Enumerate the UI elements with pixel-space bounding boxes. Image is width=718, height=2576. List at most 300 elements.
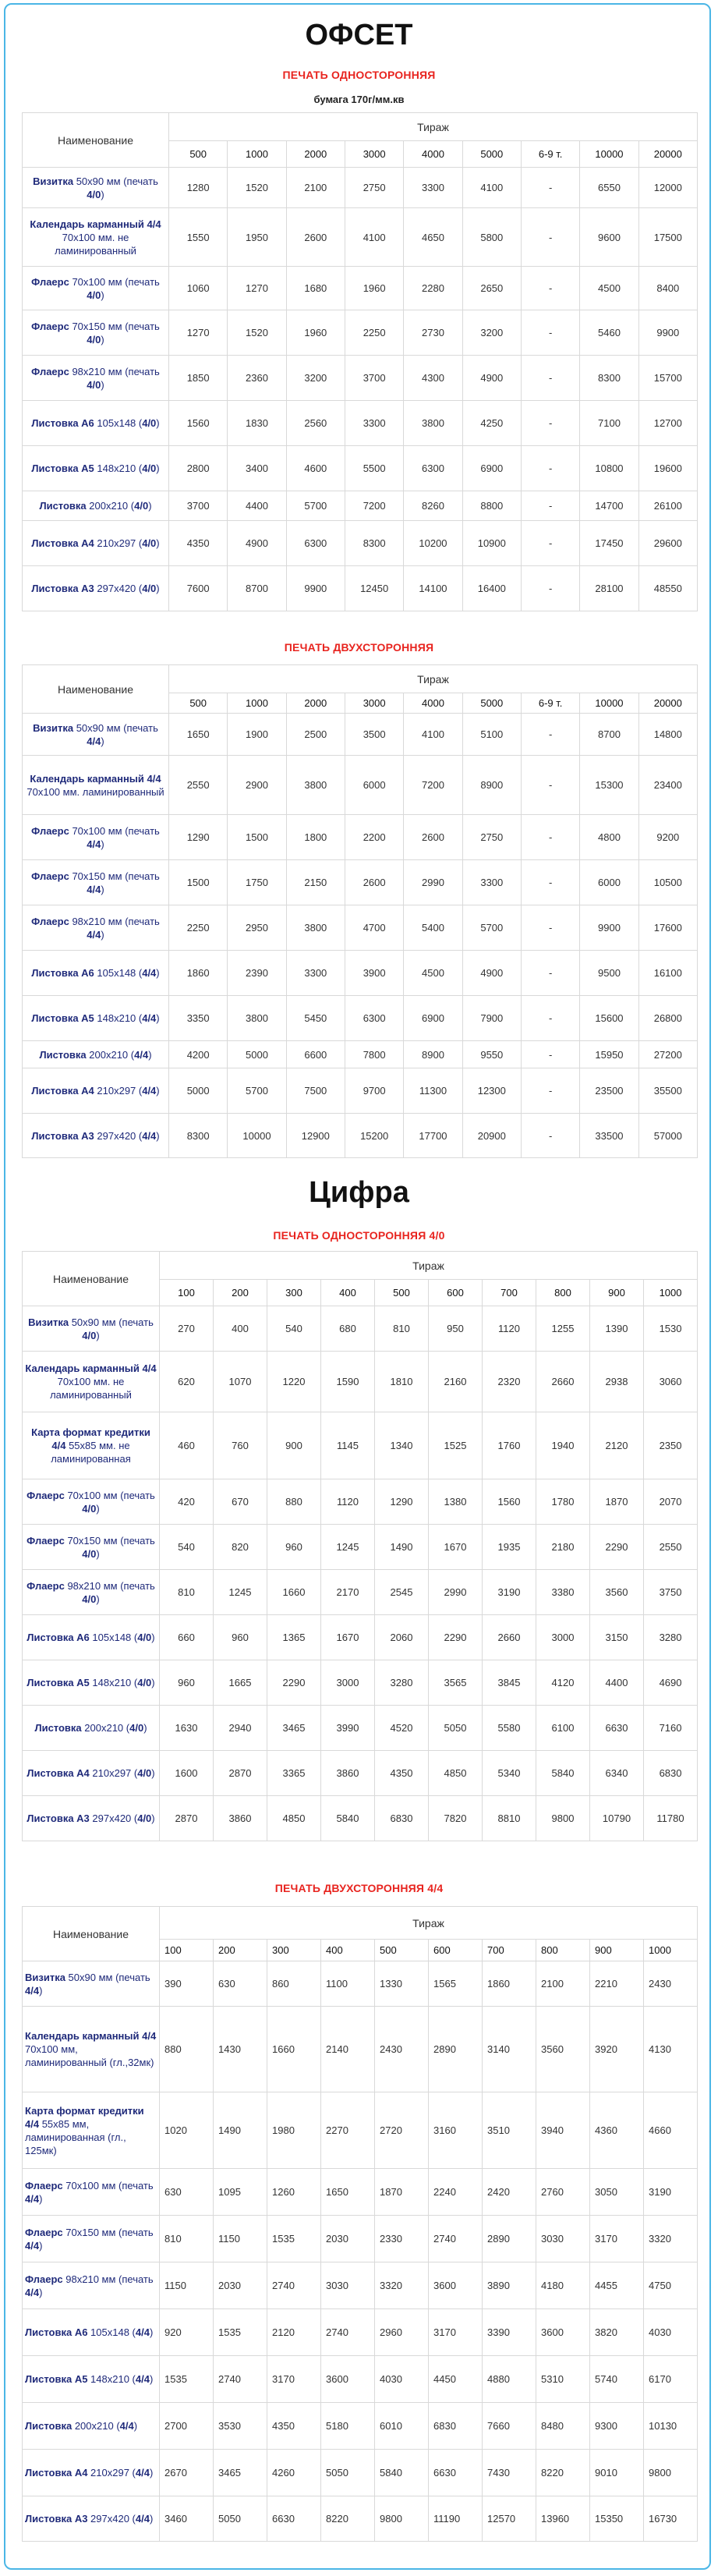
price-cell: 630: [160, 2169, 214, 2216]
price-cell: 10500: [638, 860, 697, 905]
price-cell: 10900: [462, 521, 521, 566]
table-row: [23, 1352, 698, 1412]
product-name: [23, 2496, 160, 2542]
bracket: ): [101, 333, 104, 345]
product-title: Листовка А3: [31, 583, 94, 594]
bracket: ): [101, 735, 104, 747]
price-cell: 2180: [536, 1525, 590, 1570]
price-cell: 23400: [638, 756, 697, 815]
price-cell: 4900: [228, 521, 286, 566]
price-cell: 3465: [267, 1706, 321, 1751]
table-row: [23, 356, 698, 401]
product-title: Флаерс: [31, 915, 69, 927]
price-cell: 3300: [286, 951, 345, 996]
product-name: [23, 1615, 160, 1660]
price-cell: 3000: [536, 1615, 590, 1660]
quantity-header: 3000: [345, 693, 403, 714]
product-title: Листовка: [34, 1722, 82, 1734]
price-cell: 1330: [375, 1961, 429, 2007]
price-cell: -: [521, 756, 579, 815]
price-cell: 3190: [483, 1570, 536, 1615]
table-row: [23, 2496, 698, 2542]
price-cell: 1960: [345, 267, 403, 310]
price-cell: 4660: [644, 2092, 698, 2169]
price-cell: 10000: [228, 1114, 286, 1158]
price-cell: 7200: [345, 491, 403, 521]
product-title: Визитка: [25, 1971, 65, 1983]
price-cell: 12300: [462, 1068, 521, 1114]
price-cell: 950: [429, 1306, 483, 1352]
price-cell: 1860: [169, 951, 228, 996]
price-cell: 5050: [429, 1706, 483, 1751]
price-cell: 8400: [638, 267, 697, 310]
quantity-header: 300: [267, 1940, 321, 1961]
price-cell: 7900: [462, 996, 521, 1041]
product-title: Листовка А6: [25, 2326, 88, 2338]
price-cell: 19600: [638, 446, 697, 491]
price-cell: 26100: [638, 491, 697, 521]
price-cell: 2290: [590, 1525, 644, 1570]
bracket: ): [156, 583, 160, 594]
product-name: [23, 446, 169, 491]
price-cell: 3845: [483, 1660, 536, 1706]
print-code: 4/4: [87, 838, 101, 850]
price-cell: 2760: [536, 2169, 590, 2216]
price-cell: 2940: [214, 1706, 267, 1751]
price-cell: 1660: [267, 2007, 321, 2092]
product-title: Флаерс: [27, 1534, 65, 1547]
price-cell: 4250: [462, 401, 521, 446]
price-cell: 2150: [286, 860, 345, 905]
table-row: [23, 1751, 698, 1796]
price-cell: 4700: [345, 905, 403, 951]
price-cell: 3800: [228, 996, 286, 1041]
bracket: ): [151, 1767, 155, 1779]
price-cell: 1280: [169, 168, 228, 208]
print-code: 4/4: [25, 1984, 40, 1997]
price-cell: 9010: [590, 2450, 644, 2496]
bracket: ): [101, 883, 104, 895]
product-spec: 297х420 (: [87, 2513, 136, 2525]
price-cell: 1340: [375, 1412, 429, 1479]
price-cell: 1850: [169, 356, 228, 401]
price-cell: 15600: [580, 996, 638, 1041]
price-cell: 3600: [536, 2309, 590, 2356]
price-cell: 2280: [404, 267, 462, 310]
price-cell: 2430: [644, 1961, 698, 2007]
print-code: 4/0: [87, 289, 101, 301]
price-cell: 1490: [214, 2092, 267, 2169]
product-spec: 98х210 мм (печать: [69, 915, 160, 927]
price-cell: 8480: [536, 2403, 590, 2450]
price-cell: 810: [160, 1570, 214, 1615]
product-title: Флаерс: [31, 365, 69, 377]
price-cell: 2320: [483, 1352, 536, 1412]
price-cell: 6340: [590, 1751, 644, 1796]
product-spec: 210х297 (: [87, 2467, 136, 2479]
print-code: 4/4: [119, 2420, 134, 2432]
bracket: ): [101, 838, 104, 850]
price-cell: 9550: [462, 1041, 521, 1068]
price-cell: 1430: [214, 2007, 267, 2092]
price-cell: 5700: [286, 491, 345, 521]
product-spec: 70х100 мм (печать: [62, 2179, 154, 2192]
price-cell: 6100: [536, 1706, 590, 1751]
price-cell: 3800: [286, 905, 345, 951]
tirazh-header: Тираж: [160, 1907, 698, 1940]
price-cell: 1270: [169, 310, 228, 356]
price-cell: 2550: [169, 756, 228, 815]
price-cell: 8300: [345, 521, 403, 566]
product-name: [23, 2007, 160, 2092]
price-cell: 4350: [267, 2403, 321, 2450]
product-spec: 105х148 (: [94, 417, 143, 429]
price-cell: 3800: [404, 401, 462, 446]
print-code: 4/0: [82, 1329, 97, 1341]
print-code: 4/4: [135, 2467, 150, 2479]
product-spec: 98х210 мм (печать: [69, 365, 160, 377]
product-title: Флаерс: [27, 1489, 65, 1501]
bracket: ): [156, 537, 160, 549]
quantity-header: 600: [429, 1940, 483, 1961]
price-cell: 11190: [429, 2496, 483, 2542]
price-cell: -: [521, 491, 579, 521]
price-cell: 3300: [345, 401, 403, 446]
price-cell: 2870: [214, 1751, 267, 1796]
price-cell: 2950: [228, 905, 286, 951]
price-cell: 5050: [214, 2496, 267, 2542]
product-spec: 70х150 мм (печать: [69, 870, 160, 882]
product-name: [23, 267, 169, 310]
price-cell: 1490: [375, 1525, 429, 1570]
product-name: [23, 1961, 160, 2007]
price-cell: 6630: [267, 2496, 321, 2542]
price-cell: -: [521, 1068, 579, 1114]
price-cell: 3700: [345, 356, 403, 401]
price-cell: 4200: [169, 1041, 228, 1068]
product-title: Листовка А3: [31, 1129, 94, 1142]
price-cell: 1650: [321, 2169, 375, 2216]
price-cell: 5050: [321, 2450, 375, 2496]
price-cell: 2350: [644, 1412, 698, 1479]
price-table-ofset-single: [22, 112, 698, 611]
product-title: Флаерс: [25, 2179, 63, 2192]
table-row: [23, 815, 698, 860]
price-cell: 2390: [228, 951, 286, 996]
price-cell: -: [521, 996, 579, 1041]
price-cell: 2545: [375, 1570, 429, 1615]
price-cell: 7600: [169, 566, 228, 611]
product-spec: 70х100 мм (печать: [69, 824, 160, 837]
subtitle-ofset-double: ПЕЧАТЬ ДВУХСТОРОННЯЯ: [284, 641, 434, 654]
price-cell: 2938: [590, 1352, 644, 1412]
price-cell: 880: [267, 1479, 321, 1525]
price-cell: 6630: [590, 1706, 644, 1751]
price-cell: 8800: [462, 491, 521, 521]
product-name: [23, 951, 169, 996]
table-row: [23, 168, 698, 208]
price-cell: 3600: [321, 2356, 375, 2403]
bracket: ): [156, 1085, 160, 1097]
price-cell: 13960: [536, 2496, 590, 2542]
price-cell: 6300: [404, 446, 462, 491]
table-row: [23, 2262, 698, 2309]
price-cell: 3990: [321, 1706, 375, 1751]
price-table-ofset-double: [22, 664, 698, 1158]
product-name: [23, 996, 169, 1041]
quantity-header: 500: [375, 1940, 429, 1961]
price-cell: -: [521, 446, 579, 491]
price-cell: 2030: [321, 2216, 375, 2262]
price-cell: 460: [160, 1412, 214, 1479]
price-cell: 10790: [590, 1796, 644, 1841]
bracket: ): [156, 462, 160, 474]
price-cell: 17450: [580, 521, 638, 566]
bracket: ): [149, 2373, 154, 2385]
price-cell: 4600: [286, 446, 345, 491]
subtitle-digital-single: ПЕЧАТЬ ОДНОСТОРОННЯЯ 4/0: [273, 1229, 445, 1242]
price-cell: 15300: [580, 756, 638, 815]
price-cell: 2800: [169, 446, 228, 491]
price-cell: 2890: [483, 2216, 536, 2262]
table-row: [23, 401, 698, 446]
price-cell: 3860: [321, 1751, 375, 1796]
print-code: 4/4: [142, 967, 157, 979]
quantity-header: 1000: [228, 693, 286, 714]
product-spec: 200х210 (: [86, 1048, 135, 1061]
table-row: [23, 208, 698, 267]
price-cell: 3280: [644, 1615, 698, 1660]
table-row: [23, 267, 698, 310]
price-cell: 3940: [536, 2092, 590, 2169]
product-name: [23, 1479, 160, 1525]
price-cell: 5500: [345, 446, 403, 491]
table-row: [23, 1615, 698, 1660]
price-cell: 2140: [321, 2007, 375, 2092]
price-cell: 9500: [580, 951, 638, 996]
price-cell: -: [521, 1114, 579, 1158]
table-row: [23, 756, 698, 815]
quantity-header: 400: [321, 1280, 375, 1306]
table-row: [23, 566, 698, 611]
quantity-header: 500: [375, 1280, 429, 1306]
price-cell: 14700: [580, 491, 638, 521]
price-cell: 2100: [286, 168, 345, 208]
price-cell: 57000: [638, 1114, 697, 1158]
bracket: ): [149, 2513, 154, 2525]
price-cell: 3400: [228, 446, 286, 491]
product-name: [23, 1706, 160, 1751]
price-cell: 2900: [228, 756, 286, 815]
price-cell: -: [521, 356, 579, 401]
product-name: [23, 756, 169, 815]
table-row: [23, 491, 698, 521]
price-cell: 5180: [321, 2403, 375, 2450]
product-name: [23, 2216, 160, 2262]
price-cell: 1560: [483, 1479, 536, 1525]
product-title: Листовка А6: [27, 1632, 90, 1643]
product-spec: 98х210 мм (печать: [64, 1579, 155, 1592]
price-cell: 3510: [483, 2092, 536, 2169]
product-name: [23, 1796, 160, 1841]
price-cell: -: [521, 951, 579, 996]
price-cell: 4850: [429, 1751, 483, 1796]
price-cell: 1500: [228, 815, 286, 860]
product-name: [23, 1525, 160, 1570]
price-cell: 4350: [375, 1751, 429, 1796]
price-cell: 2600: [345, 860, 403, 905]
price-cell: 6300: [345, 996, 403, 1041]
price-cell: 6000: [580, 860, 638, 905]
price-cell: 1120: [321, 1479, 375, 1525]
price-cell: 12000: [638, 168, 697, 208]
price-cell: 2660: [483, 1615, 536, 1660]
print-code: 4/0: [142, 583, 157, 594]
price-cell: -: [521, 905, 579, 951]
price-cell: 35500: [638, 1068, 697, 1114]
price-cell: 3560: [590, 1570, 644, 1615]
price-cell: 9800: [375, 2496, 429, 2542]
product-spec: 297х420 (: [94, 1129, 143, 1142]
product-name: [23, 1751, 160, 1796]
price-cell: 1070: [214, 1352, 267, 1412]
table-row: [23, 1706, 698, 1751]
price-cell: 1150: [214, 2216, 267, 2262]
price-cell: 4690: [644, 1660, 698, 1706]
product-spec: 50х90 мм (печать: [69, 1316, 154, 1328]
price-cell: 6900: [462, 446, 521, 491]
price-cell: 1535: [214, 2309, 267, 2356]
bracket: ): [101, 289, 104, 301]
price-cell: 2720: [375, 2092, 429, 2169]
price-table-digital-single: [22, 1251, 698, 1841]
price-cell: 11300: [404, 1068, 462, 1114]
price-cell: 3170: [590, 2216, 644, 2262]
product-name: [23, 1306, 160, 1352]
print-code: 4/0: [82, 1502, 97, 1515]
table-row: [23, 2450, 698, 2496]
price-cell: 7430: [483, 2450, 536, 2496]
print-code: 4/0: [137, 1812, 152, 1824]
price-cell: 3200: [462, 310, 521, 356]
bracket: ): [143, 1722, 147, 1734]
tirazh-header: Тираж: [169, 113, 698, 141]
product-name: [23, 356, 169, 401]
product-title: Календарь карманный 4/4: [30, 772, 161, 785]
price-cell: 1650: [169, 714, 228, 756]
price-cell: 1220: [267, 1352, 321, 1412]
price-cell: 1095: [214, 2169, 267, 2216]
price-cell: 5840: [536, 1751, 590, 1796]
name-column-header: Наименование: [23, 665, 169, 714]
price-cell: 2750: [345, 168, 403, 208]
price-cell: 3300: [404, 168, 462, 208]
price-cell: 3200: [286, 356, 345, 401]
price-cell: 2990: [404, 860, 462, 905]
product-title: Флаерс: [27, 1579, 65, 1592]
print-code: 4/0: [137, 1767, 152, 1779]
product-spec: 297х420 (: [89, 1812, 138, 1824]
price-cell: 16730: [644, 2496, 698, 2542]
price-cell: 1600: [160, 1751, 214, 1796]
price-cell: 2030: [214, 2262, 267, 2309]
product-name: [23, 2092, 160, 2169]
price-cell: 5310: [536, 2356, 590, 2403]
table-row: [23, 1796, 698, 1841]
table-row: [23, 1114, 698, 1158]
product-title: Листовка А4: [25, 2467, 88, 2479]
price-cell: 3140: [483, 2007, 536, 2092]
bracket: ): [101, 378, 104, 391]
print-code: 4/4: [134, 1048, 149, 1061]
price-cell: 3600: [429, 2262, 483, 2309]
price-cell: 4030: [644, 2309, 698, 2356]
price-cell: 5400: [404, 905, 462, 951]
price-cell: 12450: [345, 566, 403, 611]
price-cell: 1060: [169, 267, 228, 310]
print-code: 4/4: [87, 735, 101, 747]
price-cell: 10130: [644, 2403, 698, 2450]
price-cell: 630: [214, 1961, 267, 2007]
price-cell: 1535: [267, 2216, 321, 2262]
print-code: 4/0: [137, 1677, 152, 1688]
quantity-header: 4000: [404, 693, 462, 714]
table-row: [23, 996, 698, 1041]
product-title: Листовка А5: [25, 2373, 88, 2385]
quantity-header: 20000: [638, 693, 697, 714]
product-title: Визитка: [33, 721, 74, 734]
product-name: [23, 714, 169, 756]
product-title: Листовка А3: [25, 2513, 88, 2525]
price-cell: 3500: [345, 714, 403, 756]
price-cell: 1530: [644, 1306, 698, 1352]
print-code: 4/0: [87, 188, 101, 200]
price-cell: 15350: [590, 2496, 644, 2542]
table-row: [23, 905, 698, 951]
price-cell: 3390: [483, 2309, 536, 2356]
price-cell: 10200: [404, 521, 462, 566]
price-cell: 3160: [429, 2092, 483, 2169]
price-cell: 400: [214, 1306, 267, 1352]
product-name: [23, 905, 169, 951]
product-name: [23, 2356, 160, 2403]
price-cell: 3300: [462, 860, 521, 905]
price-cell: -: [521, 310, 579, 356]
price-cell: -: [521, 267, 579, 310]
table-row: [23, 521, 698, 566]
product-name: [23, 491, 169, 521]
bracket: ): [39, 2286, 43, 2298]
price-cell: -: [521, 1041, 579, 1068]
price-cell: 5580: [483, 1706, 536, 1751]
quantity-header: 800: [536, 1280, 590, 1306]
price-cell: 2650: [462, 267, 521, 310]
price-cell: 1150: [160, 2262, 214, 2309]
price-cell: 2740: [214, 2356, 267, 2403]
table-row: [23, 2092, 698, 2169]
price-cell: 8700: [228, 566, 286, 611]
table-row: [23, 1525, 698, 1570]
price-cell: 3700: [169, 491, 228, 521]
product-title: Листовка А5: [27, 1677, 90, 1688]
price-cell: 1660: [267, 1570, 321, 1615]
bracket: ): [133, 2420, 138, 2432]
price-cell: 3750: [644, 1570, 698, 1615]
price-cell: 2660: [536, 1352, 590, 1412]
product-title: Листовка А6: [31, 417, 94, 429]
quantity-header: 2000: [286, 141, 345, 168]
product-title: Листовка А4: [31, 537, 94, 549]
